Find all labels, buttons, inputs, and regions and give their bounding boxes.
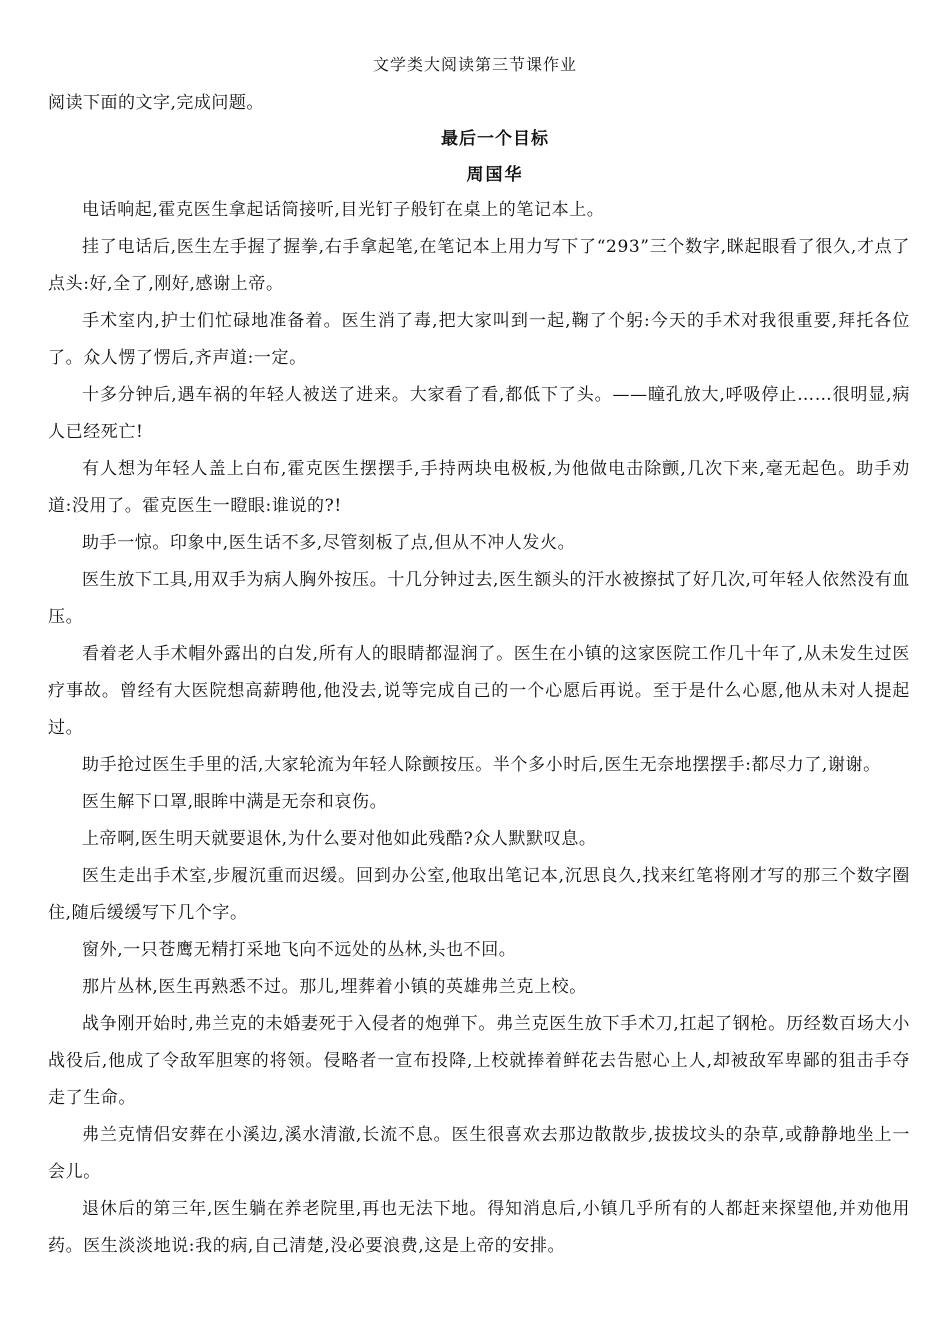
- story-body: [48, 192, 910, 1265]
- paragraph: 电话响起,霍克医生拿起话筒接听,目光钉子般钉在桌上的笔记本上。: [82, 200, 605, 220]
- paragraph: 手术室内,护士们忙碌地准备着。医生消了毒,把大家叫到一起,鞠了个躬:今天的手术对我很重要,拜托各位了。众人愣了愣后,齐声道:一定。: [48, 311, 910, 368]
- paragraph: 医生走出手术室,步履沉重而迟缓。回到办公室,他取出笔记本,沉思良久,找来红笔将刚才写的那三个数字圈住,随后缓缓写下几个字。: [48, 866, 910, 923]
- story-title: 最后一个目标: [441, 129, 549, 149]
- paragraph: 退休后的第三年,医生躺在养老院里,再也无法下地。得知消息后,小镇几乎所有的人都赶来探望他,并劝他用药。医生淡淡地说:我的病,自己清楚,没必要浪费,这是上帝的安排。: [48, 1199, 910, 1256]
- paragraph: 那片丛林,医生再熟悉不过。那儿,埋葬着小镇的英雄弗兰克上校。: [82, 977, 587, 997]
- paragraph: 上帝啊,医生明天就要退休,为什么要对他如此残酷?众人默默叹息。: [82, 829, 597, 849]
- paragraph: 有人想为年轻人盖上白布,霍克医生摆摆手,手持两块电极板,为他做电击除颤,几次下来,毫无起色。助手劝道:没用了。霍克医生一瞪眼:谁说的?!: [48, 459, 910, 516]
- paragraph: 医生放下工具,用双手为病人胸外按压。十几分钟过去,医生额头的汗水被擦拭了好几次,可年轻人依然没有血压。: [48, 570, 910, 627]
- story-author: 周国华: [466, 165, 524, 185]
- paragraph: 看着老人手术帽外露出的白发,所有人的眼睛都湿润了。医生在小镇的这家医院工作几十年了,从未发生过医疗事故。曾经有大医院想高薪聘他,他没去,说等完成自己的一个心愿后再说。至于是什么心愿,他从未对人提起过。: [48, 644, 910, 738]
- paragraph: 弗兰克情侣安葬在小溪边,溪水清澈,长流不息。医生很喜欢去那边散散步,拔拔坟头的杂草,或静静地坐上一会儿。: [48, 1125, 910, 1182]
- page-header: 文学类大阅读第三节课作业: [372, 55, 577, 74]
- paragraph: 助手一惊。印象中,医生话不多,尽管刻板了点,但从不冲人发火。: [82, 533, 576, 553]
- reading-instruction: 阅读下面的文字,完成问题。: [48, 93, 264, 113]
- paragraph: 窗外,一只苍鹰无精打采地飞向不远处的丛林,头也不回。: [82, 940, 517, 960]
- paragraph: 助手抢过医生手里的活,大家轮流为年轻人除颤按压。半个多小时后,医生无奈地摆摆手:都尽力了,谢谢。: [82, 755, 881, 775]
- paragraph: 医生解下口罩,眼眸中满是无奈和哀伤。: [82, 792, 388, 812]
- paragraph: 挂了电话后,医生左手握了握拳,右手拿起笔,在笔记本上用力写下了“293”三个数字,眯起眼看了很久,才点了点头:好,全了,刚好,感谢上帝。: [48, 237, 910, 294]
- paragraph: 十多分钟后,遇车祸的年轻人被送了进来。大家看了看,都低下了头。——瞳孔放大,呼吸停止……很明显,病人已经死亡!: [48, 385, 910, 442]
- paragraph: 战争刚开始时,弗兰克的未婚妻死于入侵者的炮弹下。弗兰克医生放下手术刀,扛起了钢枪。历经数百场大小战役后,他成了令敌军胆寒的将领。侵略者一宣布投降,上校就捧着鲜花去告慰心上人,却被敌军卑鄙的狙击手夺走了生命。: [48, 1014, 910, 1108]
